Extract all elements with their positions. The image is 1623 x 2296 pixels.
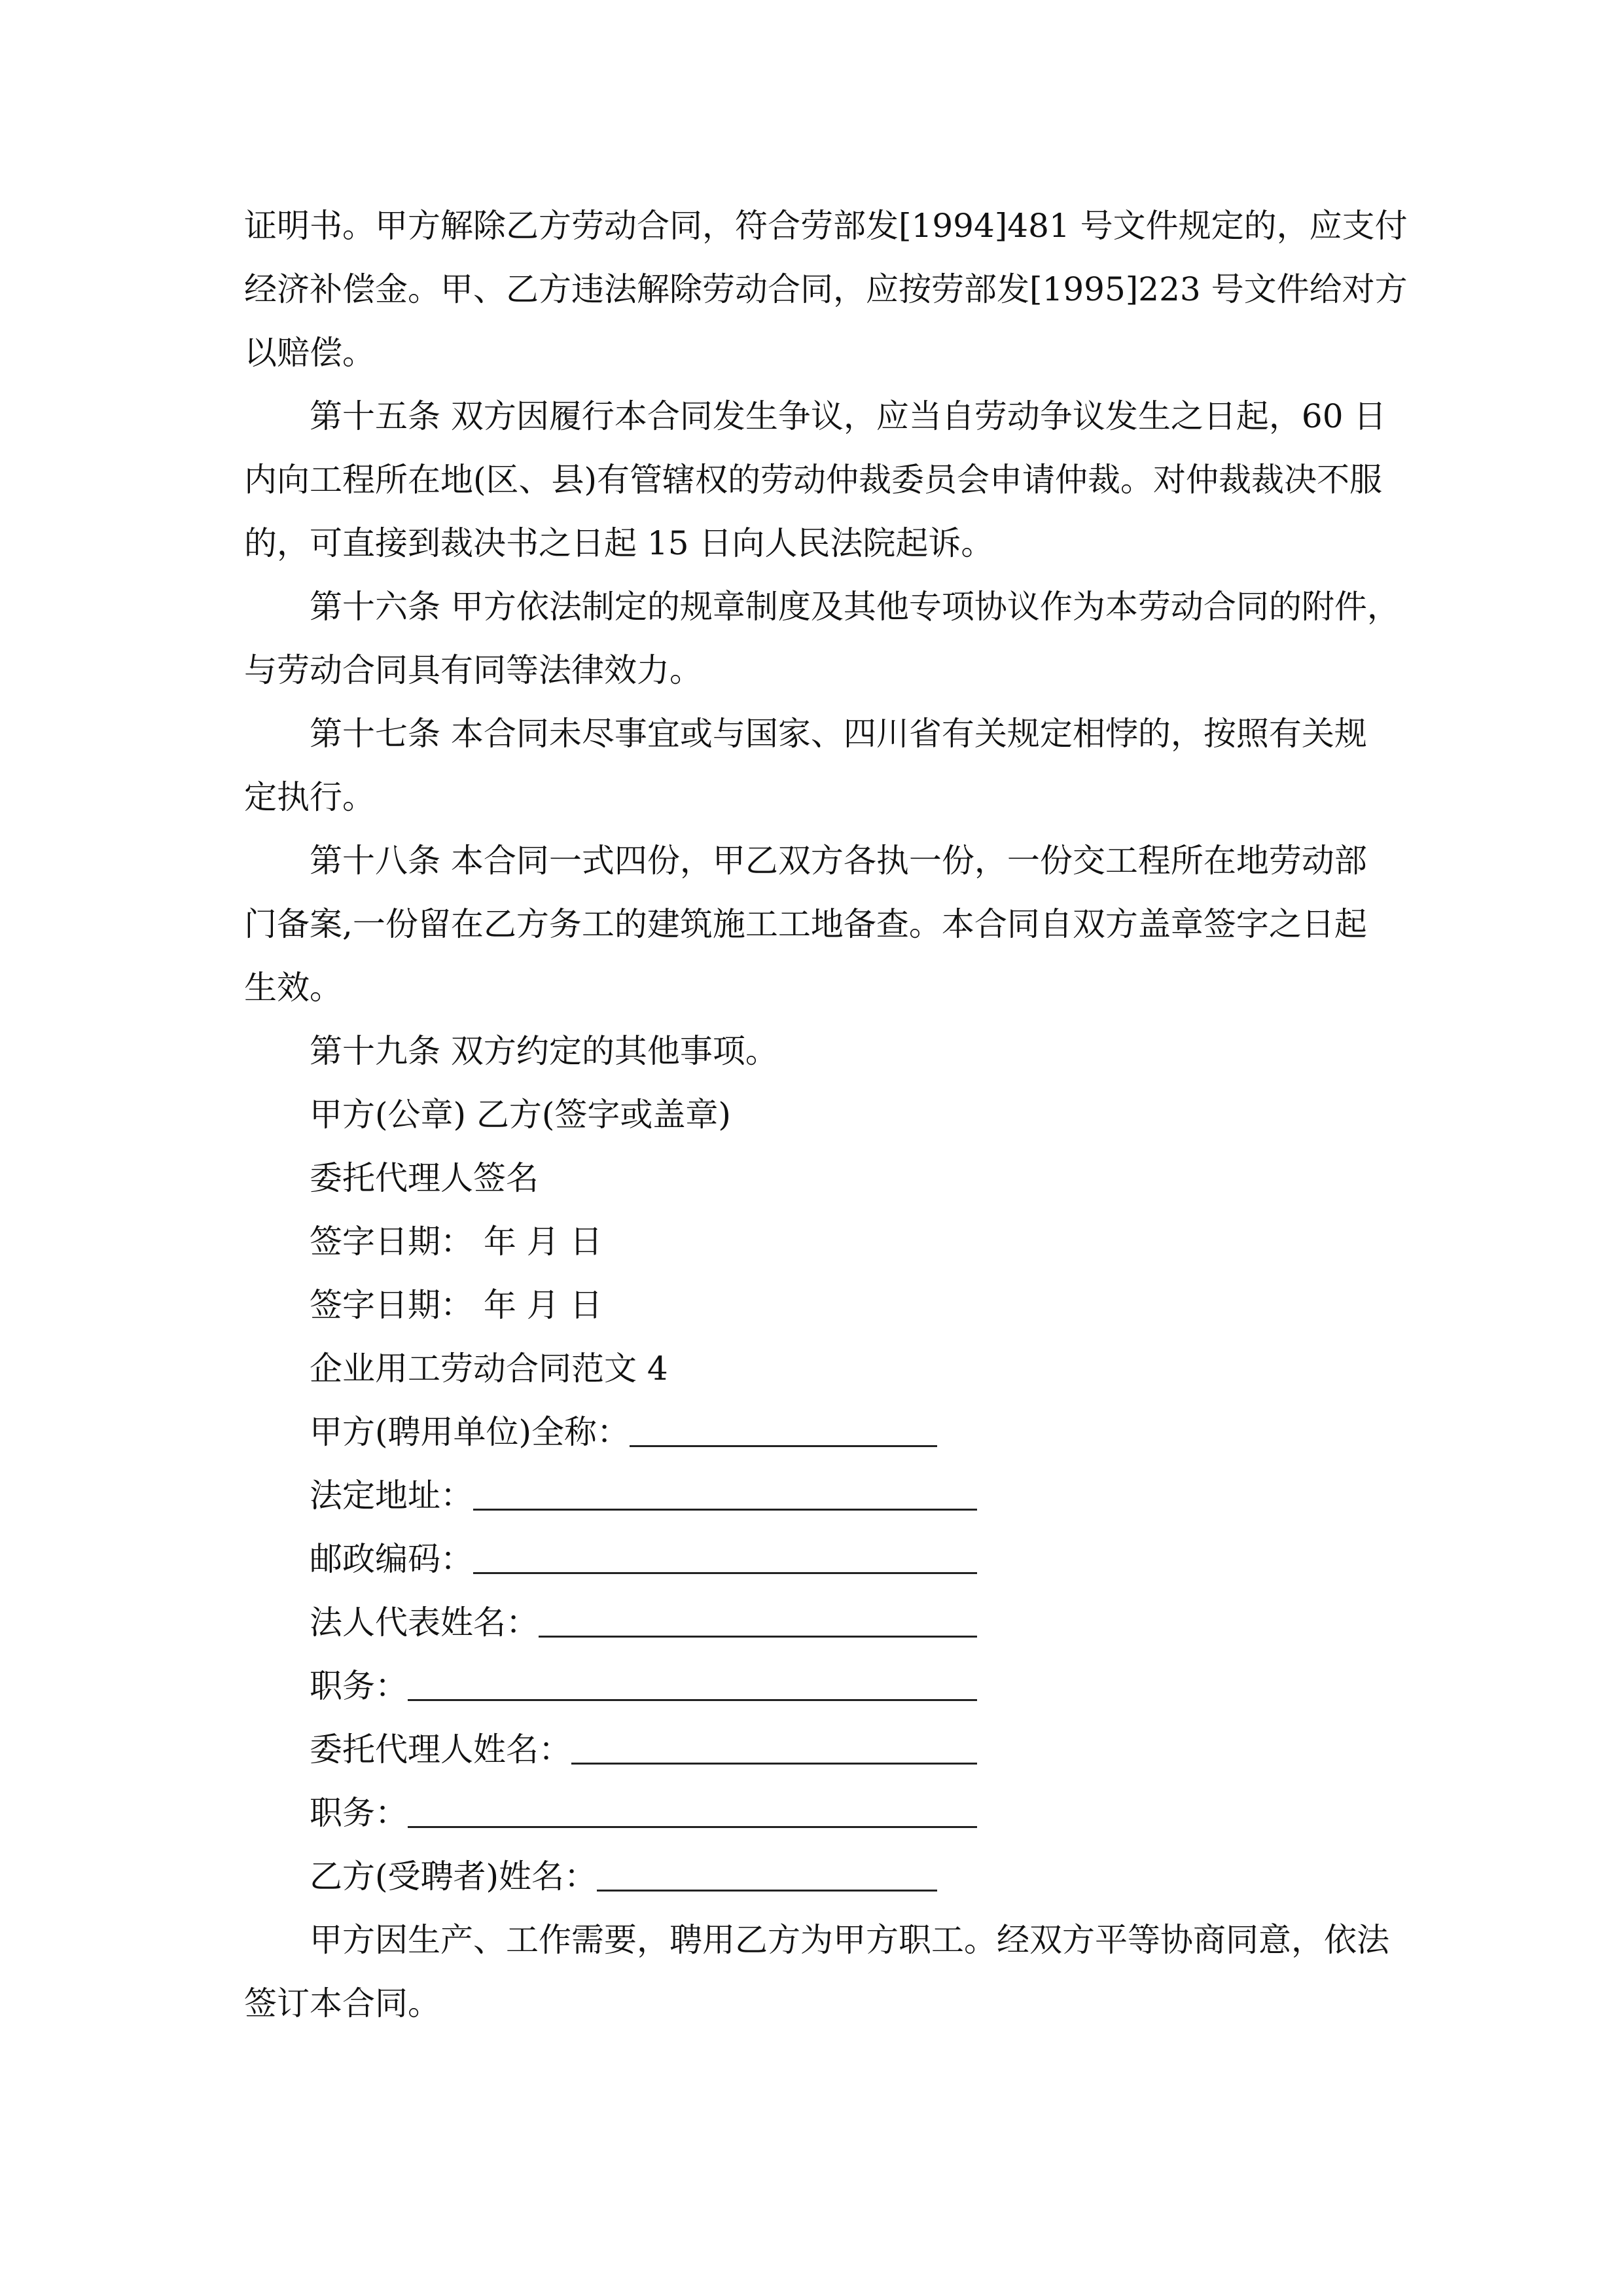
- fill-blank[interactable]: [408, 1699, 977, 1701]
- fill-blank[interactable]: [539, 1636, 977, 1638]
- form-field-employer-name: [244, 1401, 1384, 1464]
- sign-date: 签字日期： 年 月 日: [310, 1223, 603, 1261]
- fill-blank[interactable]: [571, 1763, 977, 1765]
- agent-signature: 委托代理人签名: [310, 1159, 539, 1197]
- text-line: 证明书。甲方解除乙方劳动合同，符合劳部发[1994]481 号文件规定的，应支付: [244, 207, 1408, 245]
- text-line: 签订本合同。: [244, 1984, 440, 2022]
- article-15: 第十五条 双方因履行本合同发生争议，应当自劳动争议发生之日起，60 日: [310, 397, 1387, 435]
- fill-blank[interactable]: [473, 1509, 977, 1511]
- form-field-agent-name: [244, 1718, 1384, 1782]
- closing-paragraph: 甲方因生产、工作需要，聘用乙方为甲方职工。经双方平等协商同意，依法: [310, 1921, 1389, 1959]
- fill-blank[interactable]: [473, 1572, 977, 1574]
- form-field-postal-code: [244, 1528, 1384, 1591]
- field-label: 乙方(受聘者)姓名：: [310, 1857, 597, 1895]
- field-label: 甲方(聘用单位)全称：: [310, 1413, 630, 1451]
- document-body: [244, 194, 1408, 2036]
- field-label: 职务：: [310, 1667, 408, 1705]
- form-field-legal-rep: [244, 1591, 1384, 1655]
- text-line: 门备案,一份留在乙方务工的建筑施工工地备查。本合同自双方盖章签字之日起: [244, 905, 1367, 943]
- field-label: 法人代表姓名：: [310, 1604, 539, 1641]
- text-line: 生效。: [244, 969, 342, 1007]
- signature-parties: 甲方(公章) 乙方(签字或盖章): [310, 1096, 731, 1134]
- article-19: 第十九条 双方约定的其他事项。: [310, 1032, 778, 1070]
- field-label: 委托代理人姓名：: [310, 1731, 571, 1768]
- sign-date: 签字日期： 年 月 日: [310, 1286, 603, 1324]
- section-title: 企业用工劳动合同范文 4: [310, 1350, 668, 1388]
- text-line: 经济补偿金。甲、乙方违法解除劳动合同，应按劳部发[1995]223 号文件给对方: [244, 270, 1408, 308]
- text-line: 与劳动合同具有同等法律效力。: [244, 651, 702, 689]
- field-label: 邮政编码：: [310, 1540, 473, 1578]
- text-line: 以赔偿。: [244, 334, 375, 372]
- form-field-employee-name: [244, 1845, 1384, 1909]
- fill-blank[interactable]: [597, 1890, 937, 1892]
- field-label: 法定地址：: [310, 1477, 473, 1515]
- article-16: 第十六条 甲方依法制定的规章制度及其他专项协议作为本劳动合同的附件，: [310, 588, 1400, 626]
- fill-blank[interactable]: [408, 1826, 977, 1828]
- form-field-legal-address: [244, 1464, 1384, 1528]
- field-label: 职务：: [310, 1794, 408, 1832]
- article-18: 第十八条 本合同一式四份，甲乙双方各执一份，一份交工程所在地劳动部: [310, 842, 1367, 880]
- form-field-position: [244, 1782, 1384, 1845]
- text-line: 定执行。: [244, 778, 375, 816]
- text-line: 的，可直接到裁决书之日起 15 日向人民法院起诉。: [244, 524, 994, 562]
- article-17: 第十七条 本合同未尽事宜或与国家、四川省有关规定相悖的，按照有关规: [310, 715, 1367, 753]
- form-field-position: [244, 1655, 1384, 1718]
- text-line: 内向工程所在地(区、县)有管辖权的劳动仲裁委员会申请仲裁。对仲裁裁决不服: [244, 461, 1383, 499]
- fill-blank[interactable]: [630, 1445, 937, 1447]
